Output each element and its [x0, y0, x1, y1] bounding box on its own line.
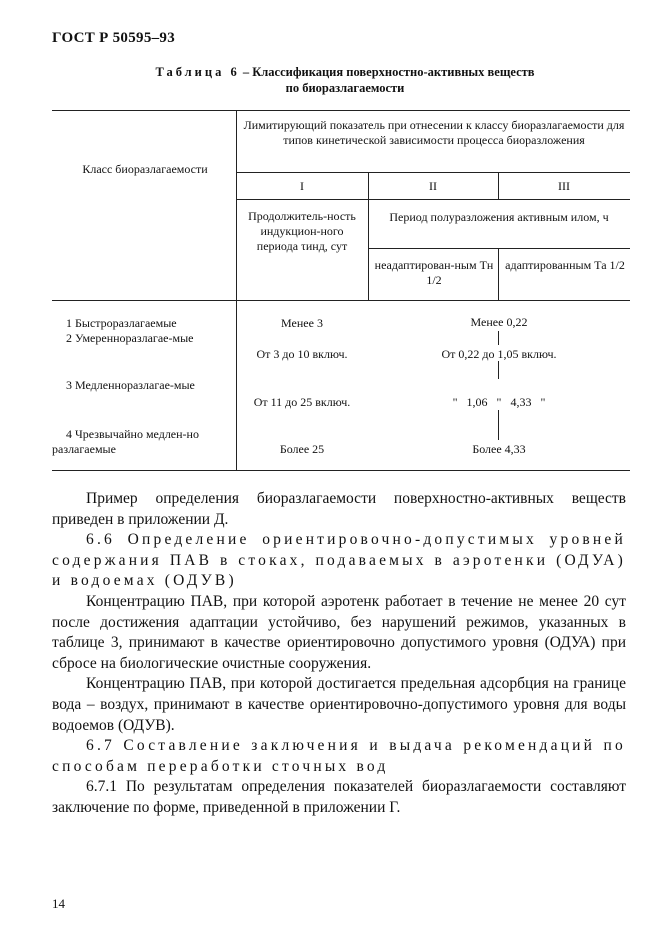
row-2-type1: От 3 до 10 включ.: [256, 347, 348, 361]
table-vline-2: [368, 172, 369, 300]
document-code: ГОСТ Р 50595–93: [52, 30, 176, 46]
header-non-adapted: неадаптирован-ным Тн 1/2: [374, 258, 494, 287]
header-type-1: I: [300, 179, 304, 193]
table-header-divider-2: [236, 199, 630, 200]
paragraph-odu-a: Концентрацию ПАВ, при которой аэротенк работает в течение не менее 20 сут после достижения адаптации устойчиво, без нарушений режимов, указанных в таблице 3, принимают в качестве ориентировочно допустимого уровня (ОДУА) при сбросе на биологические очистные сооружения.: [52, 592, 626, 672]
table-caption-label: Таблица 6: [155, 65, 240, 79]
paragraph-6-7-1: 6.7.1 По результатам определения показателей биоразлагаемости составляют заключение по форме, приведенной в приложении Г.: [52, 778, 626, 816]
table-caption-text: – Классификация поверхностно-активных веществ: [239, 65, 535, 79]
table-caption-line2: по биоразлагаемости: [285, 81, 405, 95]
row-3-class: 3 Медленноразлагае-мые: [66, 378, 195, 392]
merged-cell-tick: [498, 361, 499, 379]
row-3-type1: От 11 до 25 включ.: [253, 395, 351, 409]
row-1-class: 1 Быстроразлагаемые: [66, 316, 177, 330]
page-number: 14: [52, 896, 65, 911]
section-6-7-heading: 6.7 Составление заключения и выдача рекомендаций по способам переработки сточных вод: [52, 737, 626, 775]
row-2-type23: От 0,22 до 1,05 включ.: [441, 347, 557, 361]
table-bottom-border: [52, 470, 630, 471]
table-vline-1: [236, 110, 237, 470]
table-top-border: [52, 110, 630, 111]
row-4-type1: Более 25: [279, 442, 325, 456]
row-4-class: 4 Чрезвычайно медлен-но разлагаемые: [52, 427, 199, 456]
table-header-divider-3: [368, 248, 630, 249]
header-class: Класс биоразлагаемости: [82, 162, 208, 176]
row-3-type23: " 1,06 " 4,33 ": [452, 395, 546, 409]
header-type-2: II: [429, 179, 437, 193]
header-type-3: III: [558, 179, 570, 193]
table-caption: [60, 64, 630, 81]
header-induction-period: Продолжитель-ность индукцион-ного периода τинд, сут: [248, 209, 356, 253]
paragraph-example: Пример определения биоразлагаемости поверхностно-активных веществ приведен в приложении Д.: [52, 490, 626, 528]
table-header-divider-1: [236, 172, 630, 173]
row-1-type23: Менее 0,22: [470, 315, 528, 329]
table-vline-4: [498, 248, 499, 300]
table-header-bottom: [52, 300, 630, 301]
header-limit: Лимитирующий показатель при отнесении к классу биоразлагаемости для типов кинетической зависимости процесса биоразложения: [243, 118, 625, 147]
row-4-type23: Более 4,33: [472, 442, 526, 456]
section-6-6-heading: 6.6 Определение ориентировочно-допустимых уровней содержания ПАВ в стоках, подаваемых в аэротенки (ОДУА) и водоемах (ОДУВ): [52, 531, 626, 590]
merged-cell-tick: [498, 331, 499, 345]
header-half-life: Период полуразложения активным илом, ч: [389, 210, 609, 224]
row-2-class: 2 Умеренноразлагае-мые: [66, 331, 194, 345]
header-adapted: адаптированным Та 1/2: [505, 258, 625, 272]
table-vline-3: [498, 172, 499, 199]
paragraph-odu-b: Концентрацию ПАВ, при которой достигается предельная адсорбция на границе вода – воздух, принимают в качестве ориентировочно-допустимого уровня для воды водоемов (ОДУВ).: [52, 675, 626, 734]
merged-cell-tick: [498, 410, 499, 440]
body-text: [52, 489, 626, 819]
row-1-type1: Менее 3: [281, 316, 323, 330]
